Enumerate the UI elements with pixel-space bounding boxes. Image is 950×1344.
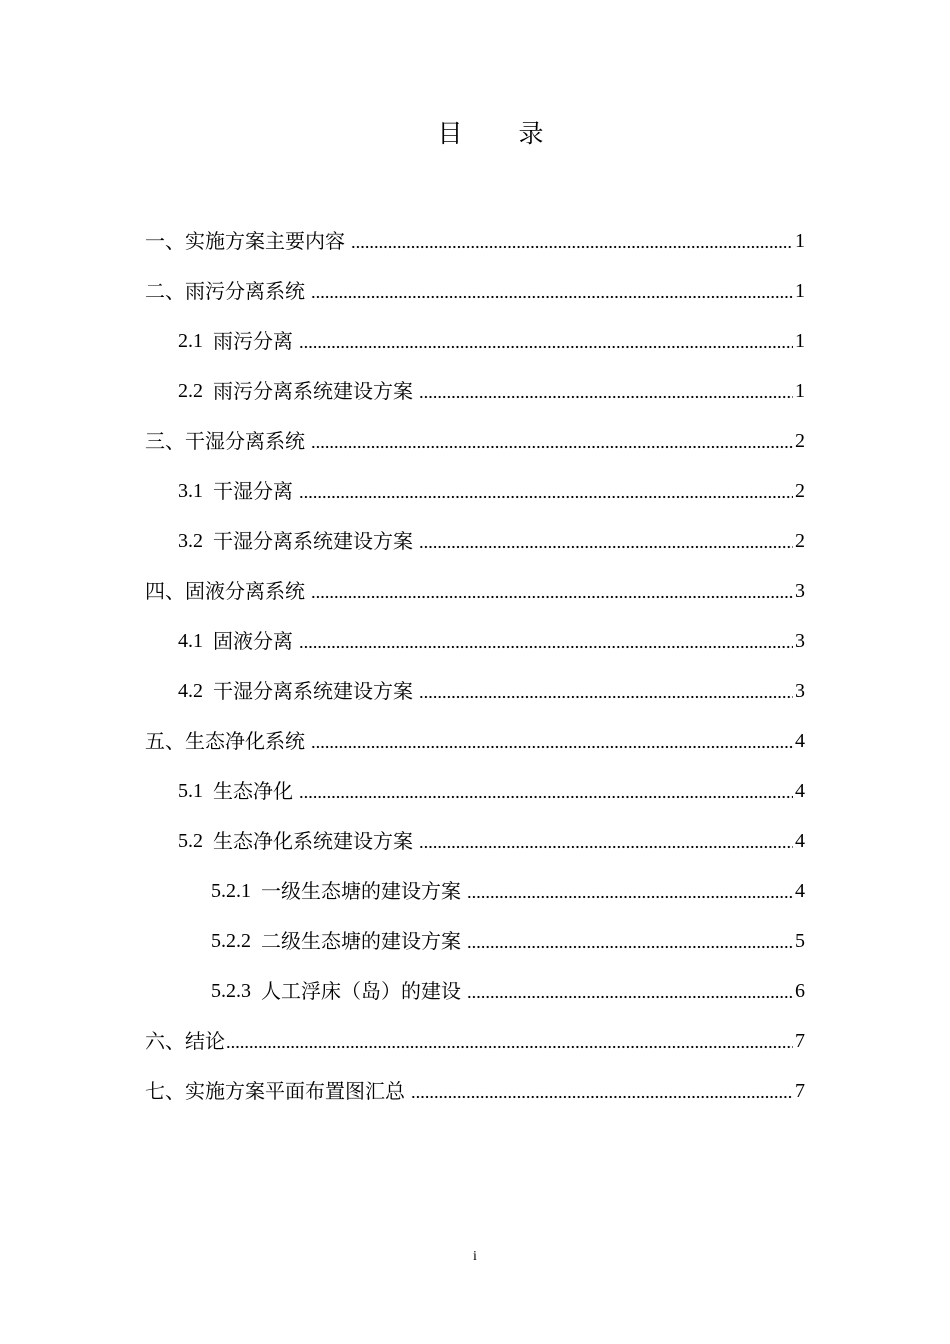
toc-entry-2-1[interactable] <box>178 318 805 354</box>
toc-entry-page: 3 <box>795 630 805 652</box>
toc-leader-dots <box>311 295 793 299</box>
toc-entry-number: 5.2.3 <box>211 980 251 1002</box>
toc-entry-3[interactable] <box>145 418 805 454</box>
toc-entry-5-2[interactable] <box>178 818 805 854</box>
toc-leader-dots <box>299 495 793 499</box>
toc-entry-page: 4 <box>795 730 805 752</box>
toc-entry-page: 1 <box>795 230 805 252</box>
toc-entry-text: 二级生态塘的建设方案 <box>261 929 461 953</box>
toc-entry-number: 5.2 <box>178 830 203 852</box>
toc-entry-page: 3 <box>795 680 805 702</box>
toc-entry-text: 五、生态净化系统 <box>145 729 305 753</box>
toc-entry-text: 一、实施方案主要内容 <box>145 229 345 253</box>
toc-entry-text: 生态净化 <box>213 779 293 803</box>
toc-leader-dots <box>419 845 793 849</box>
toc-leader-dots <box>226 1045 793 1049</box>
toc-entry-page: 1 <box>795 330 805 352</box>
toc-entry-6[interactable] <box>145 1018 805 1054</box>
toc-entry-text: 三、干湿分离系统 <box>145 429 305 453</box>
toc-entry-2[interactable] <box>145 268 805 304</box>
toc-entry-4[interactable] <box>145 568 805 604</box>
toc-entry-text: 四、固液分离系统 <box>145 579 305 603</box>
toc-entry-text: 干湿分离 <box>213 479 293 503</box>
toc-entry-number: 4.2 <box>178 680 203 702</box>
toc-entry-2-2[interactable] <box>178 368 805 404</box>
toc-entry-3-2[interactable] <box>178 518 805 554</box>
toc-leader-dots <box>419 695 793 699</box>
toc-entry-page: 1 <box>795 280 805 302</box>
toc-leader-dots <box>467 945 793 949</box>
toc-entry-text: 干湿分离系统建设方案 <box>213 679 413 703</box>
toc-entry-page: 2 <box>795 480 805 502</box>
toc-entry-text: 干湿分离系统建设方案 <box>213 529 413 553</box>
toc-entry-page: 7 <box>795 1030 805 1052</box>
toc-entry-5[interactable] <box>145 718 805 754</box>
toc-entry-page: 3 <box>795 580 805 602</box>
toc-leader-dots <box>411 1095 793 1099</box>
toc-entry-7[interactable] <box>145 1068 805 1104</box>
toc-title: 目 录 <box>437 119 568 148</box>
toc-entry-text: 一级生态塘的建设方案 <box>261 879 461 903</box>
toc-leader-dots <box>419 545 793 549</box>
toc-entry-text: 雨污分离系统建设方案 <box>213 379 413 403</box>
toc-entry-page: 4 <box>795 880 805 902</box>
toc-entry-page: 6 <box>795 980 805 1002</box>
toc-entry-3-1[interactable] <box>178 468 805 504</box>
toc-entry-5-2-1[interactable] <box>211 868 805 904</box>
toc-entry-5-2-2[interactable] <box>211 918 805 954</box>
toc-leader-dots <box>467 995 793 999</box>
toc-leader-dots <box>299 645 793 649</box>
toc-leader-dots <box>311 595 793 599</box>
toc-leader-dots <box>311 445 793 449</box>
toc-entry-page: 2 <box>795 430 805 452</box>
toc-entry-number: 4.1 <box>178 630 203 652</box>
toc-entry-text: 二、雨污分离系统 <box>145 279 305 303</box>
toc-entry-number: 2.2 <box>178 380 203 402</box>
toc-entry-page: 4 <box>795 780 805 802</box>
toc-entry-number: 3.2 <box>178 530 203 552</box>
toc-entry-number: 2.1 <box>178 330 203 352</box>
toc-leader-dots <box>299 345 793 349</box>
toc-leader-dots <box>467 895 793 899</box>
toc-entry-5-2-3[interactable] <box>211 968 805 1004</box>
toc-leader-dots <box>419 395 793 399</box>
page-number: i <box>473 1249 477 1264</box>
toc-entry-text: 六、结论 <box>145 1029 225 1053</box>
toc-entry-1[interactable] <box>145 218 805 254</box>
toc-entry-page: 5 <box>795 930 805 952</box>
toc-entry-text: 人工浮床（岛）的建设 <box>261 979 461 1003</box>
toc-entry-text: 七、实施方案平面布置图汇总 <box>145 1079 405 1103</box>
toc-entry-number: 5.2.1 <box>211 880 251 902</box>
toc-entry-text: 固液分离 <box>213 629 293 653</box>
toc-entry-number: 5.2.2 <box>211 930 251 952</box>
toc-entry-page: 7 <box>795 1080 805 1102</box>
toc-entry-4-2[interactable] <box>178 668 805 704</box>
toc-leader-dots <box>311 745 793 749</box>
toc-entry-page: 4 <box>795 830 805 852</box>
toc-entry-text: 生态净化系统建设方案 <box>213 829 413 853</box>
toc-entry-number: 5.1 <box>178 780 203 802</box>
toc-leader-dots <box>299 795 793 799</box>
toc-entry-4-1[interactable] <box>178 618 805 654</box>
toc-leader-dots <box>351 245 793 249</box>
toc-entry-page: 1 <box>795 380 805 402</box>
toc-entry-number: 3.1 <box>178 480 203 502</box>
toc-entry-5-1[interactable] <box>178 768 805 804</box>
toc-entry-text: 雨污分离 <box>213 329 293 353</box>
toc-entry-page: 2 <box>795 530 805 552</box>
